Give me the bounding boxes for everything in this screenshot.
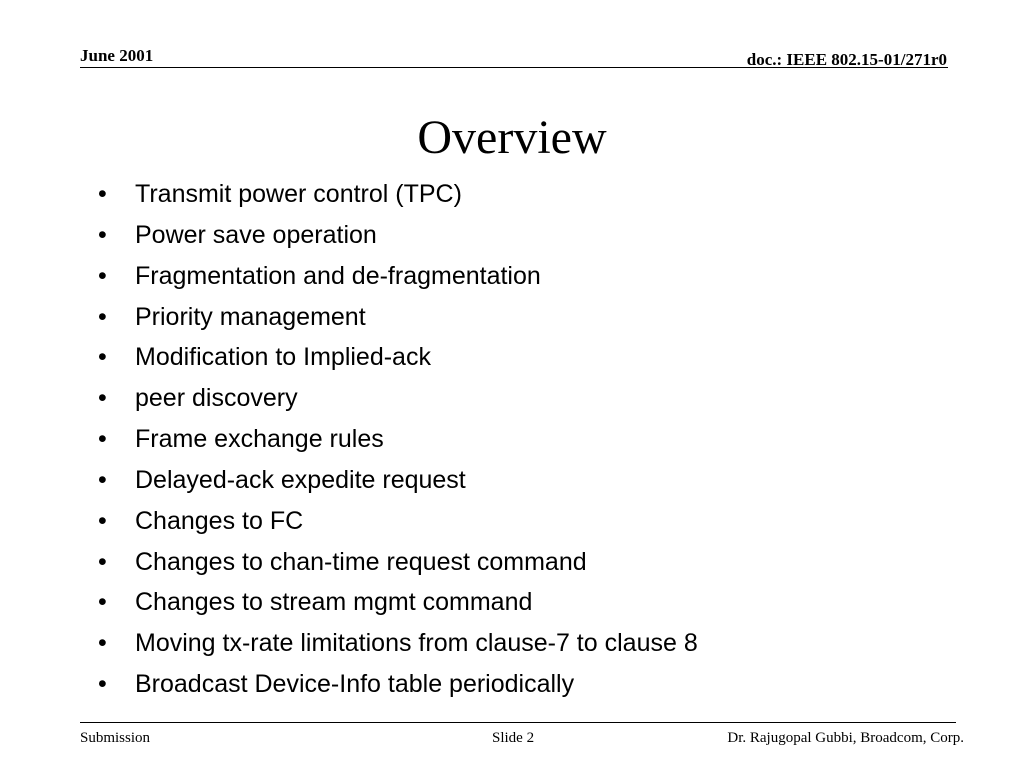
header-date: June 2001 (80, 46, 154, 65)
slide-title: Overview (417, 111, 607, 164)
list-item (98, 337, 958, 378)
bullet-icon: • (98, 629, 107, 658)
list-item-text: Priority management (135, 302, 366, 331)
bullet-icon: • (98, 588, 107, 617)
list-item (98, 378, 958, 419)
list-item-text: peer discovery (135, 384, 298, 413)
list-item-text: Frame exchange rules (135, 425, 384, 454)
list-item (98, 460, 958, 501)
list-item-text: Changes to FC (135, 506, 304, 535)
list-item-text: Modification to Implied-ack (135, 343, 431, 372)
list-item (98, 174, 958, 215)
bullet-icon: • (98, 261, 107, 290)
list-item (98, 623, 958, 664)
list-item-text: Power save operation (135, 220, 377, 249)
list-item (98, 664, 958, 705)
header-divider (80, 67, 948, 68)
bullet-icon: • (98, 343, 107, 372)
list-item-text: Broadcast Device-Info table periodically (135, 670, 575, 699)
list-item-text: Moving tx-rate limitations from clause-7 to clause 8 (135, 629, 698, 658)
bullet-list (98, 174, 958, 705)
list-item (98, 419, 958, 460)
bullet-icon: • (98, 302, 107, 331)
list-item-text: Changes to chan-time request command (135, 547, 587, 576)
list-item (98, 256, 958, 297)
list-item (98, 215, 958, 256)
list-item (98, 542, 958, 583)
bullet-icon: • (98, 506, 107, 535)
bullet-icon: • (98, 465, 107, 494)
footer-divider (80, 722, 956, 723)
bullet-icon: • (98, 547, 107, 576)
list-item-text: Changes to stream mgmt command (135, 588, 533, 617)
footer-submission: Submission (80, 730, 151, 746)
list-item (98, 297, 958, 338)
list-item-text: Fragmentation and de-fragmentation (135, 261, 541, 290)
footer-author: Dr. Rajugopal Gubbi, Broadcom, Corp. (727, 730, 964, 746)
bullet-icon: • (98, 220, 107, 249)
list-item (98, 582, 958, 623)
bullet-icon: • (98, 670, 107, 699)
list-item-text: Delayed-ack expedite request (135, 465, 466, 494)
header-doc-id: doc.: IEEE 802.15-01/271r0 (746, 50, 947, 69)
bullet-icon: • (98, 384, 107, 413)
bullet-icon: • (98, 425, 107, 454)
list-item (98, 501, 958, 542)
bullet-icon: • (98, 180, 107, 208)
list-item-text: Transmit power control (TPC) (135, 180, 462, 208)
footer-slide-number: Slide 2 (492, 730, 535, 746)
